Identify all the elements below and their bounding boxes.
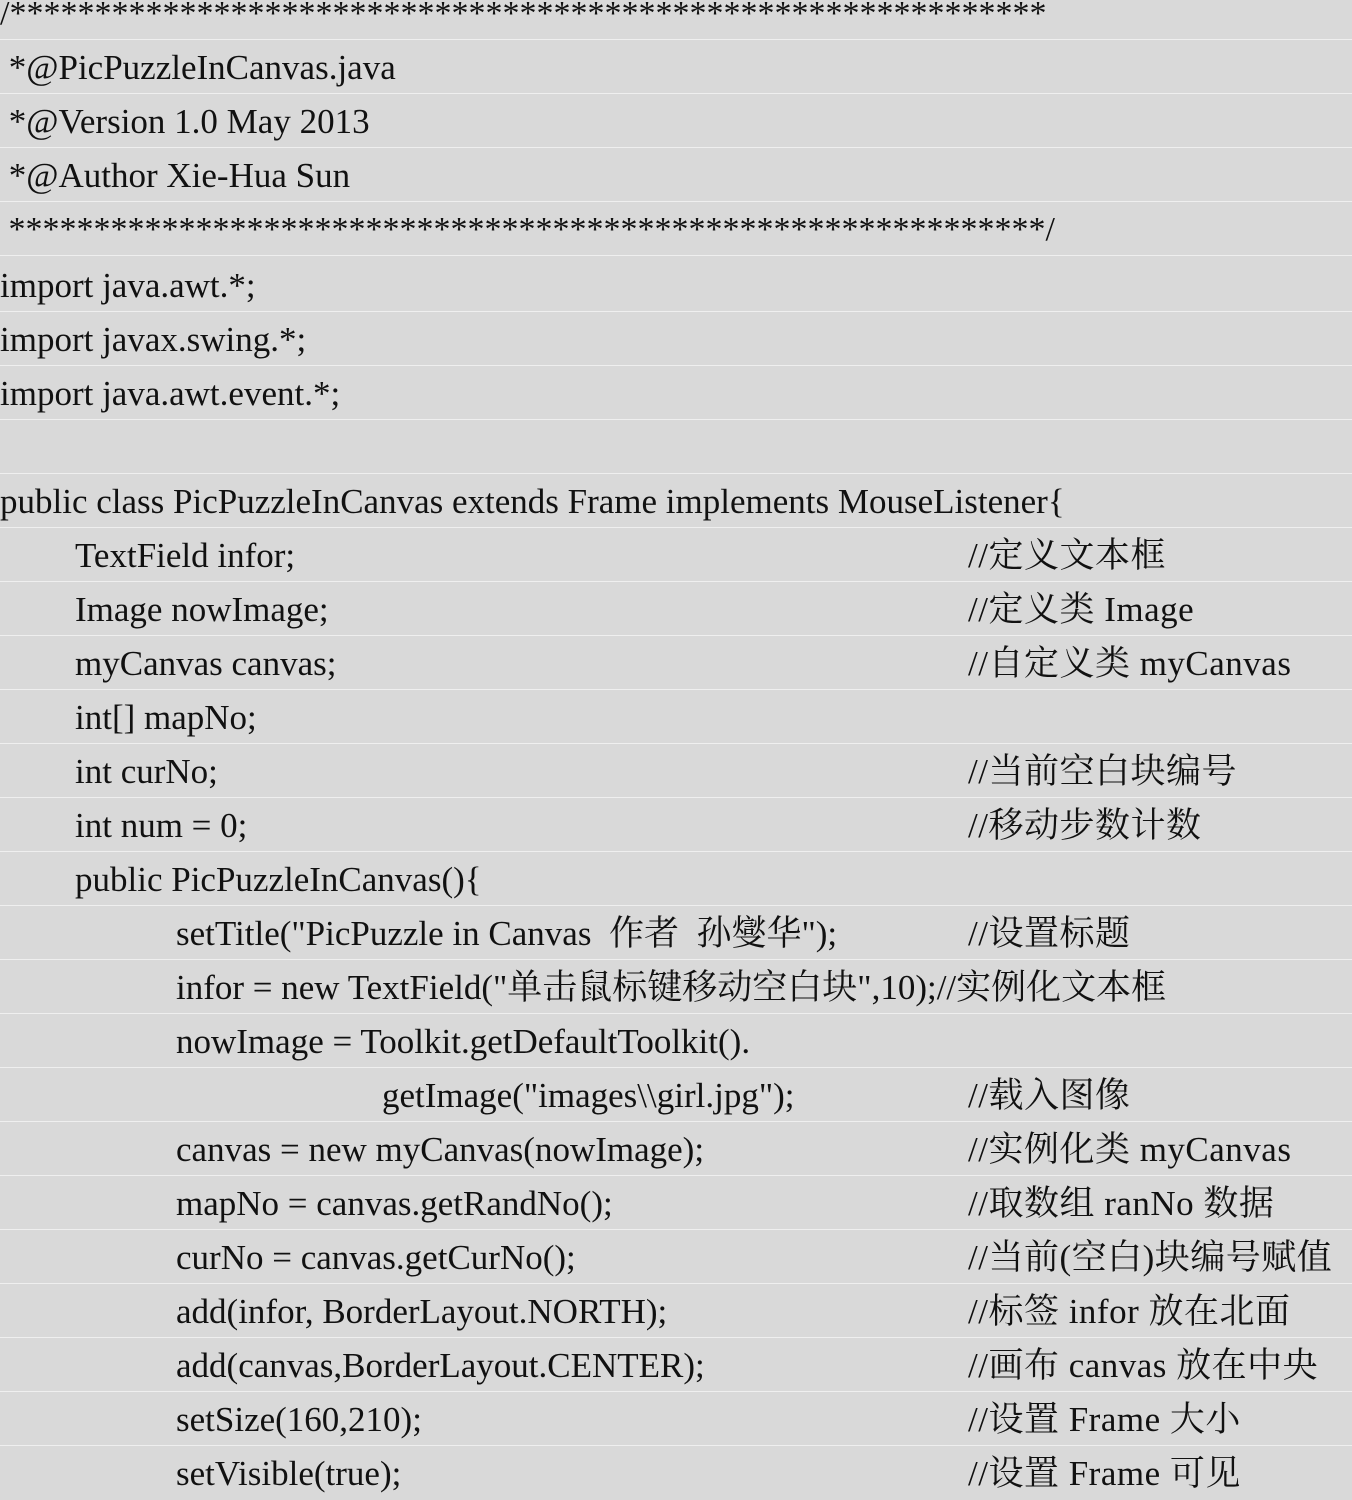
field-comment: //定义类 Image xyxy=(968,590,1195,629)
code-line xyxy=(0,312,1352,366)
code-line xyxy=(0,582,1352,636)
code-line xyxy=(0,852,1352,906)
code-line xyxy=(0,1176,1352,1230)
header-comment-line: /************************************************************* xyxy=(0,0,1047,32)
statement-code: add(infor, BorderLayout.NORTH); xyxy=(176,1292,668,1331)
field-code: int[] mapNo; xyxy=(75,698,257,737)
code-line xyxy=(0,1014,1352,1068)
header-comment-line: *@Author Xie-Hua Sun xyxy=(0,156,351,195)
field-comment: //定义文本框 xyxy=(968,536,1166,575)
code-line xyxy=(0,636,1352,690)
code-line xyxy=(0,40,1352,94)
import-statement: import java.awt.*; xyxy=(0,266,256,305)
field-code: int curNo; xyxy=(75,752,218,791)
header-comment-line: *@PicPuzzleInCanvas.java xyxy=(0,48,396,87)
blank-line xyxy=(0,420,1352,474)
field-code: Image nowImage; xyxy=(75,590,329,629)
code-line xyxy=(0,1392,1352,1446)
statement-code: getImage("images\\girl.jpg"); xyxy=(382,1076,795,1115)
code-line xyxy=(0,366,1352,420)
code-line xyxy=(0,744,1352,798)
code-line xyxy=(0,528,1352,582)
code-line xyxy=(0,0,1352,40)
statement-comment: //取数组 ranNo 数据 xyxy=(968,1184,1275,1223)
statement-code: canvas = new myCanvas(nowImage); xyxy=(176,1130,705,1169)
statement-comment: //设置标题 xyxy=(968,914,1131,953)
code-line xyxy=(0,94,1352,148)
code-line xyxy=(0,690,1352,744)
import-statement: import javax.swing.*; xyxy=(0,320,307,359)
statement-comment: //设置 Frame 大小 xyxy=(968,1400,1241,1439)
field-comment: //自定义类 myCanvas xyxy=(968,644,1292,683)
constructor-declaration: public PicPuzzleInCanvas(){ xyxy=(75,860,482,899)
field-comment: //当前空白块编号 xyxy=(968,752,1237,791)
code-line xyxy=(0,474,1352,528)
code-line xyxy=(0,1446,1352,1500)
code-line xyxy=(0,1338,1352,1392)
statement-comment: //画布 canvas 放在中央 xyxy=(968,1346,1319,1385)
header-comment-line: *@Version 1.0 May 2013 xyxy=(0,102,370,141)
field-code: TextField infor; xyxy=(75,536,296,575)
statement-comment: //载入图像 xyxy=(968,1076,1131,1115)
code-line xyxy=(0,148,1352,202)
code-line xyxy=(0,1230,1352,1284)
statement-code: nowImage = Toolkit.getDefaultToolkit(). xyxy=(176,1022,751,1061)
statement-code: infor = new TextField("单击鼠标键移动空白块",10);//实例化文本框 xyxy=(176,968,1167,1007)
code-line xyxy=(0,202,1352,256)
import-statement: import java.awt.event.*; xyxy=(0,374,341,413)
statement-comment: //当前(空白)块编号赋值 xyxy=(968,1238,1333,1277)
field-code: int num = 0; xyxy=(75,806,248,845)
code-line xyxy=(0,1068,1352,1122)
code-line xyxy=(0,960,1352,1014)
statement-comment: //标签 infor 放在北面 xyxy=(968,1292,1291,1331)
statement-code: curNo = canvas.getCurNo(); xyxy=(176,1238,576,1277)
statement-code: setSize(160,210); xyxy=(176,1400,422,1439)
statement-code: setVisible(true); xyxy=(176,1454,402,1493)
code-line xyxy=(0,1122,1352,1176)
statement-code: mapNo = canvas.getRandNo(); xyxy=(176,1184,613,1223)
statement-comment: //实例化类 myCanvas xyxy=(968,1130,1292,1169)
code-line xyxy=(0,1284,1352,1338)
code-line xyxy=(0,258,1352,312)
code-line xyxy=(0,906,1352,960)
statement-code: setTitle("PicPuzzle in Canvas 作者 孙燮华"); xyxy=(176,914,838,953)
code-line xyxy=(0,798,1352,852)
statement-comment: //设置 Frame 可见 xyxy=(968,1454,1241,1493)
field-comment: //移动步数计数 xyxy=(968,806,1202,845)
field-code: myCanvas canvas; xyxy=(75,644,337,683)
statement-code: add(canvas,BorderLayout.CENTER); xyxy=(176,1346,705,1385)
header-comment-line: *************************************************************/ xyxy=(0,211,1055,248)
class-declaration: public class PicPuzzleInCanvas extends Frame implements MouseListener{ xyxy=(0,482,1065,521)
